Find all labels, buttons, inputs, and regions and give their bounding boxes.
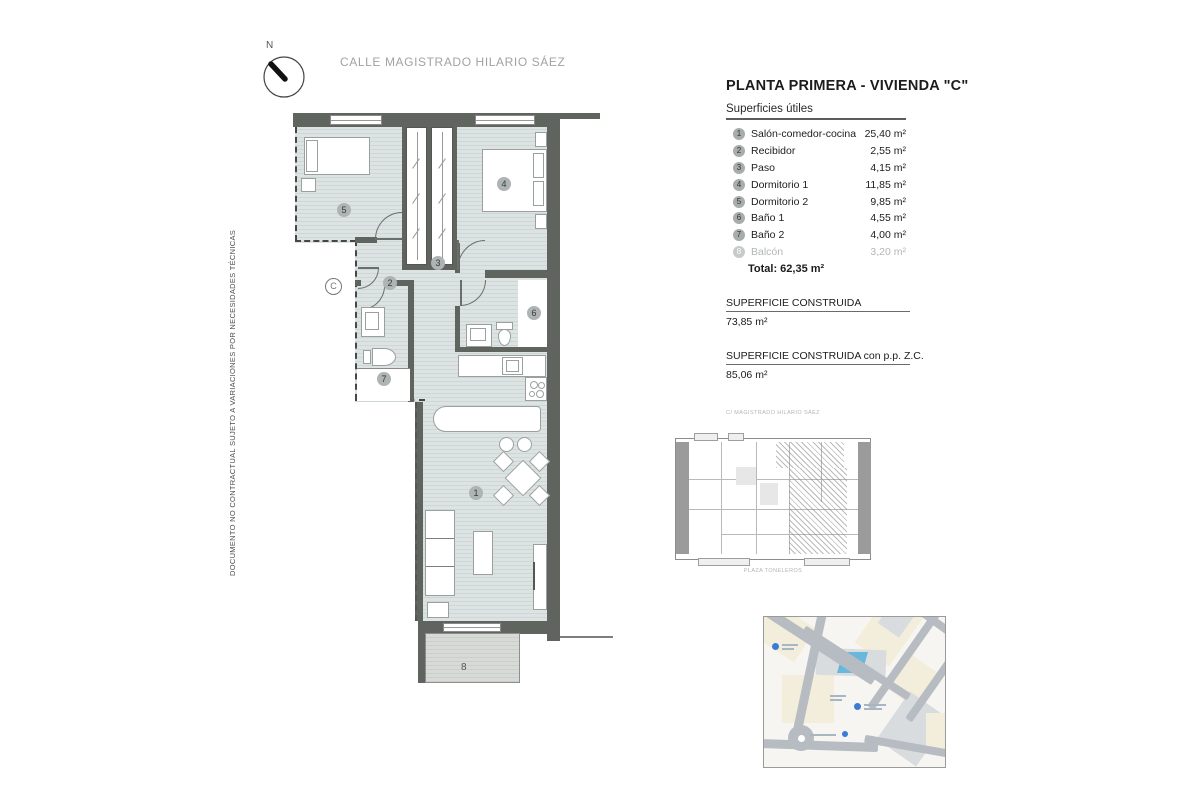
room-number-badge: 4 [733,179,745,191]
key-plan-wall [676,442,689,554]
room-name: Paso [751,161,775,174]
sheet-title: PLANTA PRIMERA - VIVIENDA "C" [726,78,969,94]
table-row [726,244,906,261]
wall-segment [455,347,547,352]
room-area: 4,00 m² [870,229,906,242]
total-area: Total: 62,35 m² [748,263,825,276]
burner [538,382,545,389]
built-area-zc-label: SUPERFICIE CONSTRUIDA con p.p. Z.C. [726,350,910,365]
key-plan-core [760,483,778,505]
nightstand [301,178,316,192]
map-marker-text [864,708,882,710]
room-area: 3,20 m² [870,245,906,258]
nightstand [535,132,547,147]
key-plan-stub [694,433,718,441]
tv-unit [533,544,547,610]
wall-segment [560,113,600,119]
room-area: 2,55 m² [870,145,906,158]
key-plan-street-label: C/ MAGISTRADO HILARIO SÁEZ [726,410,820,416]
door-leaf [457,240,459,270]
map-marker-icon [842,731,848,737]
wall-segment [402,265,457,270]
disclaimer-vertical-text: DOCUMENTO NO CONTRACTUAL SUJETO A VARIACIONES POR NECESIDADES TÉCNICAS [228,229,237,576]
room-area: 4,55 m² [870,212,906,225]
map-marker-text [782,644,798,646]
room-number-badge: 1 [733,128,745,140]
wall-segment [485,270,547,278]
room-name: Dormitorio 2 [751,195,809,208]
street-label: CALLE MAGISTRADO HILARIO SÁEZ [340,55,566,69]
window [330,115,382,125]
room-number-badge: 3 [733,162,745,174]
wall-segment [355,237,377,243]
pillow [306,140,318,172]
room-number-label: 6 [527,306,541,320]
map-place-text [830,695,846,697]
room-number-badge: 8 [733,246,745,258]
building-key-plan [675,410,871,576]
room-area: 4,15 m² [870,161,906,174]
coffee-table [473,531,493,575]
balcony-door-window [443,623,501,632]
compass-north-label: N [266,40,274,51]
floor-plan [293,110,619,695]
key-plan-balcony [804,558,850,566]
stool [517,437,532,452]
room-name: Salón-comedor-cocina [751,128,857,141]
toilet [363,350,371,364]
map-marker-text [782,648,794,650]
party-wall-dashed [295,240,356,242]
door-leaf [358,267,379,269]
table-row [726,126,906,143]
pillow [533,181,544,206]
room-number-label: 7 [377,372,391,386]
key-plan-plaza-label: PLAZA TONELEROS [743,568,803,574]
map-place-text [830,699,842,701]
entrance-label: C [325,278,342,295]
burner [529,391,535,397]
surfaces-panel [726,78,969,382]
table-row [726,176,906,193]
room-area: 25,40 m² [864,128,906,141]
party-wall-dashed [295,127,297,241]
key-plan-line [721,442,722,554]
surfaces-table [726,126,906,260]
room-name: Baño 2 [751,229,785,242]
room-number-label: 2 [383,276,397,290]
stool [499,437,514,452]
toilet-bowl [372,348,396,366]
sink-basin [470,328,486,341]
map-street-text [810,734,836,736]
sofa-cushion-line [426,538,454,539]
key-plan-drawing [675,438,871,560]
key-plan-highlight-vivienda-c [789,468,847,554]
key-plan-line [756,442,757,554]
room-name: Baño 1 [751,212,785,225]
door-leaf [460,280,462,306]
window [475,115,535,125]
burner [530,381,538,389]
sink-basin [365,312,379,330]
key-plan-stub [728,433,744,441]
table-row [726,193,906,210]
room-number-label: 4 [497,177,511,191]
wardrobe [406,127,427,265]
sofa [425,510,455,596]
burner [536,390,544,398]
map-marker-icon [854,703,861,710]
location-map [763,616,946,768]
compass-icon [261,54,307,100]
room-number-badge: 7 [733,229,745,241]
door-leaf [375,238,402,240]
key-plan-balcony [698,558,750,566]
room-area: 9,85 m² [870,195,906,208]
table-row [726,143,906,160]
sofa-cushion-line [426,566,454,567]
room-name: Recibidor [751,145,796,158]
balcony [425,633,520,683]
map-road [763,739,878,752]
bar-counter [433,406,541,432]
tv [533,562,535,590]
surfaces-subtitle: Superficies útiles [726,103,906,120]
key-plan-wall [858,442,871,554]
room-number-badge: 5 [733,196,745,208]
built-area-zc-value: 85,06 m² [726,369,768,382]
room-number-badge: 2 [733,145,745,157]
map-roundabout-center [798,735,805,742]
wall-segment [415,402,423,621]
key-plan-highlight-vivienda-c [776,442,844,468]
room-number-label: 5 [337,203,351,217]
room-number-label: 1 [469,486,483,500]
key-plan-core [736,467,756,485]
table-row [726,210,906,227]
room-name: Dormitorio 1 [751,178,809,191]
wardrobe [431,127,453,265]
side-table [427,602,449,618]
wall-segment [547,113,560,641]
pillow [533,153,544,178]
built-area-value: 73,85 m² [726,316,768,329]
nightstand [535,214,547,229]
built-area-label: SUPERFICIE CONSTRUIDA [726,297,910,312]
map-marker-icon [772,643,779,650]
room-number-label: 8 [461,662,467,673]
table-row [726,160,906,177]
room-number-label: 3 [431,256,445,270]
room-number-badge: 6 [733,212,745,224]
map-marker-text [864,704,886,706]
wall-segment [455,306,460,352]
kitchen-sink-basin [506,360,519,372]
room-name: Balcón [751,245,784,258]
room-area: 11,85 m² [865,178,906,191]
site-line [560,636,613,638]
table-row [726,227,906,244]
